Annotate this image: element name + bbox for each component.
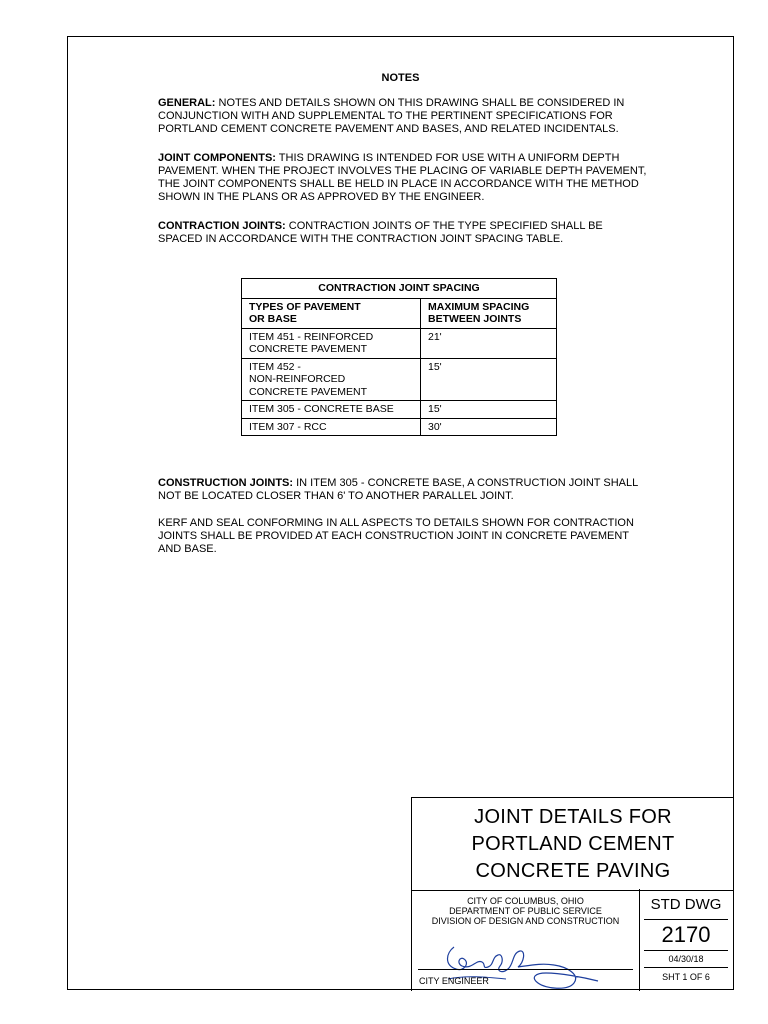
spacing-cell: 15' bbox=[421, 358, 557, 401]
column-header-type-line2: OR BASE bbox=[249, 313, 297, 325]
pavement-type-cell bbox=[242, 401, 421, 419]
spacing-cell: 21' bbox=[421, 328, 557, 358]
signature-label: CITY ENGINEER bbox=[419, 976, 489, 986]
drawing-sheet bbox=[67, 36, 734, 990]
column-header-type bbox=[242, 298, 421, 328]
agency-box bbox=[411, 889, 640, 939]
standard-drawing-box bbox=[638, 889, 734, 991]
pavement-type-line: ITEM 305 - CONCRETE BASE bbox=[249, 403, 394, 415]
construction-joints-text: IN ITEM 305 - CONCRETE BASE, A CONSTRUCTION JOINT SHALL NOT BE LOCATED CLOSER THAN 6' TO ANOTHER PARALLEL JOINT. bbox=[158, 477, 638, 502]
pavement-type-cell bbox=[242, 358, 421, 401]
drawing-title-line: JOINT DETAILS FOR bbox=[474, 806, 672, 828]
drawing-title-box bbox=[411, 797, 734, 891]
column-header-spacing-line1: MAXIMUM SPACING bbox=[428, 300, 530, 313]
pavement-type-cell bbox=[242, 418, 421, 436]
contraction-joints-note bbox=[158, 220, 648, 246]
signature-box bbox=[411, 939, 640, 991]
spacing-cell: 15' bbox=[421, 401, 557, 419]
construction-joints-label: CONSTRUCTION JOINTS: bbox=[158, 477, 294, 489]
joint-components-text: THIS DRAWING IS INTENDED FOR USE WITH A UNIFORM DEPTH PAVEMENT. WHEN THE PROJECT INVOLVES THE PLACING OF VARIABLE DEPTH PAVEMENT, THE JOINT COMPONENTS SHALL BE HELD IN PLACE IN ACCORDANCE WITH THE METHOD SHOWN IN THE PLANS OR AS APPROVED BY THE ENGINEER. bbox=[158, 152, 647, 203]
general-note bbox=[158, 97, 648, 136]
general-text: NOTES AND DETAILS SHOWN ON THIS DRAWING SHALL BE CONSIDERED IN CONJUNCTION WITH AND SUPPLEMENTAL TO THE PERTINENT SPECIFICATIONS FOR PORTLAND CEMENT CONCRETE PAVEMENT AND BASES, AND RELATED INCIDENTALS. bbox=[158, 97, 625, 135]
column-header-spacing bbox=[421, 298, 557, 328]
pavement-type-line: ITEM 452 - bbox=[249, 360, 301, 373]
table-caption: CONTRACTION JOINT SPACING bbox=[242, 279, 557, 299]
column-header-spacing-line2: BETWEEN JOINTS bbox=[428, 313, 522, 325]
pavement-type-line: CONCRETE PAVEMENT bbox=[249, 343, 368, 355]
general-label: GENERAL: bbox=[158, 97, 216, 109]
contraction-joints-label: CONTRACTION JOINTS: bbox=[158, 220, 286, 232]
city-name: CITY OF COLUMBUS, OHIO bbox=[467, 896, 584, 906]
title-block bbox=[411, 797, 735, 991]
joint-components-label: JOINT COMPONENTS: bbox=[158, 152, 276, 164]
pavement-type-line: CONCRETE PAVEMENT bbox=[249, 385, 368, 398]
std-dwg-number: 2170 bbox=[644, 919, 728, 951]
kerf-and-seal-note: KERF AND SEAL CONFORMING IN ALL ASPECTS TO DETAILS SHOWN FOR CONTRACTION JOINTS SHALL BE PROVIDED AT EACH CONSTRUCTION JOINT IN CONCRETE PAVEMENT AND BASE. bbox=[158, 517, 634, 555]
drawing-title-line: CONCRETE PAVING bbox=[475, 860, 671, 882]
table-row bbox=[242, 401, 557, 419]
contraction-joints-text: CONTRACTION JOINTS OF THE TYPE SPECIFIED SHALL BE SPACED IN ACCORDANCE WITH THE CONTRACTION JOINT SPACING TABLE. bbox=[158, 220, 603, 245]
table-row bbox=[242, 328, 557, 358]
table-row bbox=[242, 418, 557, 436]
joint-components-note bbox=[158, 152, 648, 204]
std-dwg-label: STD DWG bbox=[650, 896, 722, 913]
notes-title: NOTES bbox=[381, 72, 420, 84]
signature-line bbox=[418, 969, 633, 970]
drawing-title-line: PORTLAND CEMENT bbox=[471, 833, 675, 855]
department-name: DEPARTMENT OF PUBLIC SERVICE bbox=[449, 906, 602, 916]
drawing-title bbox=[412, 804, 734, 885]
revision-date: 04/30/18 bbox=[644, 951, 728, 968]
contraction-joint-spacing-table bbox=[241, 278, 557, 436]
pavement-type-line: ITEM 451 - REINFORCED bbox=[249, 330, 374, 343]
pavement-type-cell bbox=[242, 328, 421, 358]
division-name: DIVISION OF DESIGN AND CONSTRUCTION bbox=[431, 916, 620, 926]
sheet-number: SHT 1 OF 6 bbox=[662, 972, 710, 982]
column-header-type-line1: TYPES OF PAVEMENT bbox=[249, 300, 361, 313]
table-row bbox=[242, 358, 557, 401]
pavement-type-line: NON-REINFORCED bbox=[249, 373, 346, 385]
construction-joints-note bbox=[158, 477, 648, 503]
spacing-cell: 30' bbox=[421, 418, 557, 436]
pavement-type-line: ITEM 307 - RCC bbox=[249, 420, 327, 433]
